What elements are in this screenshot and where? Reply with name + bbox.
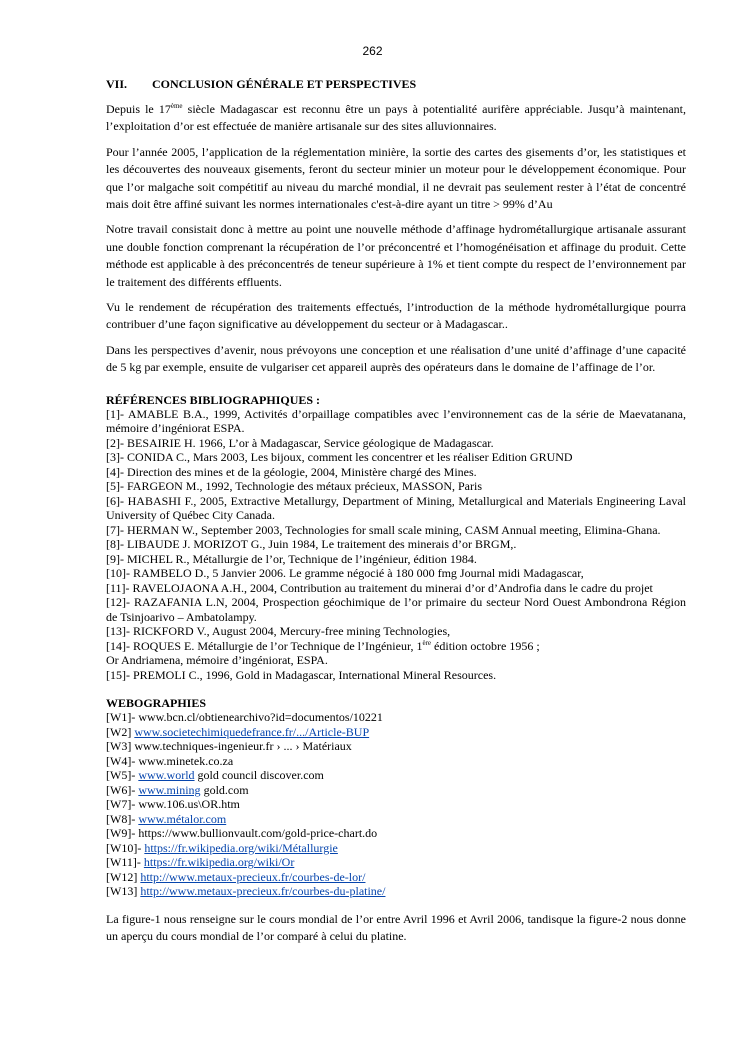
reference-4: [4]- Direction des mines et de la géologie, 2004, Ministère chargé des Mines. — [106, 464, 477, 479]
web-ref-6-rest: gold.com — [200, 782, 249, 797]
web-ref-11-link[interactable]: https://fr.wikipedia.org/wiki/Or — [143, 855, 295, 870]
web-ref-8-label: [W8]- — [106, 811, 139, 826]
paragraph-intro — [106, 101, 686, 136]
web-ref-6 — [106, 783, 686, 798]
web-ref-2-label: [W2] — [106, 724, 135, 739]
reference-13: [13]- RICKFORD V., August 2004, Mercury-free mining Technologies, — [106, 624, 451, 639]
web-ref-4: [W4]- www.minetek.co.za — [106, 753, 234, 768]
web-ref-10 — [106, 841, 686, 856]
reference-1: [1]- AMABLE B.A., 1999, Activités d’orpaillage compatibles avec l’environnement cas de la série de Maevatanana, mémoire d’ingéniorat ESPA. — [106, 406, 686, 436]
web-ref-12 — [106, 870, 686, 885]
reference-3: [3]- CONIDA C., Mars 2003, Les bijoux, comment les concentrer et les réaliser Edition GRUND — [106, 450, 573, 465]
web-ref-5-link[interactable]: www.world — [138, 768, 195, 783]
reference-14-continuation: Or Andriamena, mémoire d’ingéniorat, ESPA. — [106, 653, 328, 668]
superscript-ere: ère — [422, 638, 432, 647]
web-ref-5-label: [W5]- — [106, 768, 139, 783]
section-number: VII. — [106, 77, 128, 91]
web-ref-12-label: [W12] — [106, 869, 141, 884]
reference-12: [12]- RAZAFANIA L.N, 2004, Prospection géochimique de l’or primaire du secteur Nord Ouest Ambondrona Région de Tsinjoarivo – Ambatolampy. — [106, 595, 686, 624]
reference-14 — [106, 639, 686, 654]
reference-14-end: édition octobre 1956 ; — [431, 638, 540, 653]
web-ref-5 — [106, 768, 686, 783]
web-ref-1: [W1]- www.bcn.cl/obtienearchivo?id=documentos/10221 — [106, 710, 383, 725]
paragraph-perspectives: Dans les perspectives d’avenir, nous prévoyons une conception et une réalisation d’une unité d’affinage d’une capacité de 5 kg par exemple, ensuite de vulgariser cet appareil auprès des opérateurs dans le domaine de l’affinage de l’or. — [106, 342, 686, 375]
web-ref-3: [W3] www.techniques-ingenieur.fr › ... › Matériaux — [106, 739, 352, 754]
reference-6: [6]- HABASHI F., 2005, Extractive Metallurgy, Department of Mining, Metallurgical and Materials Engineering Laval University of Québec City Canada. — [106, 493, 686, 523]
web-ref-10-label: [W10]- — [106, 840, 145, 855]
references-heading: RÉFÉRENCES BIBLIOGRAPHIQUES : — [106, 392, 321, 407]
reference-2: [2]- BESAIRIE H. 1966, L’or à Madagascar, Service géologique de Madagascar. — [106, 435, 494, 450]
page-content — [106, 76, 686, 954]
web-ref-9: [W9]- https://www.bullionvault.com/gold-price-chart.do — [106, 826, 378, 841]
webographies-heading: WEBOGRAPHIES — [106, 696, 207, 711]
web-ref-12-link[interactable]: http://www.metaux-precieux.fr/courbes-de-lor/ — [140, 869, 366, 884]
web-ref-13-label: [W13] — [106, 884, 141, 899]
reference-10: [10]- RAMBELO D., 5 Janvier 2006. Le gramme négocié à 180 000 fmg Journal midi Madagascar, — [106, 566, 584, 581]
reference-5: [5]- FARGEON M., 1992, Technologie des métaux précieux, MASSON, Paris — [106, 479, 483, 494]
reference-9: [9]- MICHEL R., Métallurgie de l’or, Technique de l’ingénieur, édition 1984. — [106, 551, 477, 566]
reference-15: [15]- PREMOLI C., 1996, Gold in Madagascar, International Mineral Resources. — [106, 667, 497, 682]
web-ref-13 — [106, 884, 686, 899]
web-ref-2-link[interactable]: www.societechimiquedefrance.fr/.../Article-BUP — [134, 724, 370, 739]
section-heading — [106, 76, 686, 93]
web-ref-5-rest: gold council discover.com — [194, 768, 324, 783]
section-title: CONCLUSION GÉNÉRALE ET PERSPECTIVES — [152, 77, 417, 91]
web-ref-11 — [106, 855, 686, 870]
paragraph-2005: Pour l’année 2005, l’application de la réglementation minière, la sortie des cartes des gisements d’or, les statistiques et les découvertes des nouveaux gisements, feront du secteur minier un moteur pour le développement économique. Pour que l’or malgache soit compétitif au niveau du marché mondial, il ne devrait pas seulement rester à l’état de concentré mais doit être affiné suivant les normes internationales c'est-à-dire ayant un titre > 99% d’Au — [106, 144, 686, 212]
paragraph-method: Notre travail consistait donc à mettre au point une nouvelle méthode d’affinage hydrométallurgique artisanale assurant une double fonction comprenant la récupération de l’or préconcentré et l’homogénéisation et affinage du produit. Cette méthode est applicable à des préconcentrés de teneur supérieure à 1% et tient compte du respect de l’environnement par le traitement des différents effluents. — [106, 222, 686, 289]
web-ref-10-link[interactable]: https://fr.wikipedia.org/wiki/Métallurgie — [144, 840, 338, 855]
page-number: 262 — [362, 44, 383, 58]
paragraph-yield: Vu le rendement de récupération des traitements effectués, l’introduction de la méthode hydrométallurgique pourra contribuer d’une façon significative au développement du secteur or à Madagascar.. — [106, 300, 686, 332]
reference-7: [7]- HERMAN W., September 2003, Technologies for small scale mining, CASM Annual meeting, Elimina-Ghana. — [106, 522, 661, 537]
paragraph-figures: La figure-1 nous renseigne sur le cours mondial de l’or entre Avril 1996 et Avril 2006, tandisque la figure-2 nous donne un aperçu du cours mondial de l’or comparé à celui du platine. — [106, 911, 686, 944]
paragraph-intro-start: Depuis le 17 — [106, 102, 171, 116]
web-ref-8-link[interactable]: www.métalor.com — [138, 811, 227, 826]
web-ref-6-label: [W6]- — [106, 782, 139, 797]
web-ref-6-link[interactable]: www.mining — [138, 782, 201, 797]
paragraph-intro-end: siècle Madagascar est reconnu être un pays à potentialité aurifère appréciable. Jusqu’à maintenant, l’exploitation d’or est effectuée de manière artisanale sur des sites alluvionnaires. — [106, 102, 687, 134]
web-ref-11-label: [W11]- — [106, 855, 144, 870]
web-ref-2 — [106, 725, 686, 740]
web-ref-8 — [106, 812, 686, 827]
web-ref-7: [W7]- www.106.us\OR.htm — [106, 797, 240, 812]
web-ref-13-link[interactable]: http://www.metaux-precieux.fr/courbes-du-platine/ — [140, 884, 386, 899]
reference-14-start: [14]- ROQUES E. Métallurgie de l’or Technique de l’Ingénieur, 1 — [106, 638, 423, 653]
reference-8: [8]- LIBAUDE J. MORIZOT G., Juin 1984, Le traitement des minerais d’or BRGM,. — [106, 537, 517, 552]
superscript-eme: ème — [170, 102, 183, 110]
reference-11: [11]- RAVELOJAONA A.H., 2004, Contribution au traitement du minerai d’or d’Androfia dans le cadre du projet — [106, 580, 653, 595]
